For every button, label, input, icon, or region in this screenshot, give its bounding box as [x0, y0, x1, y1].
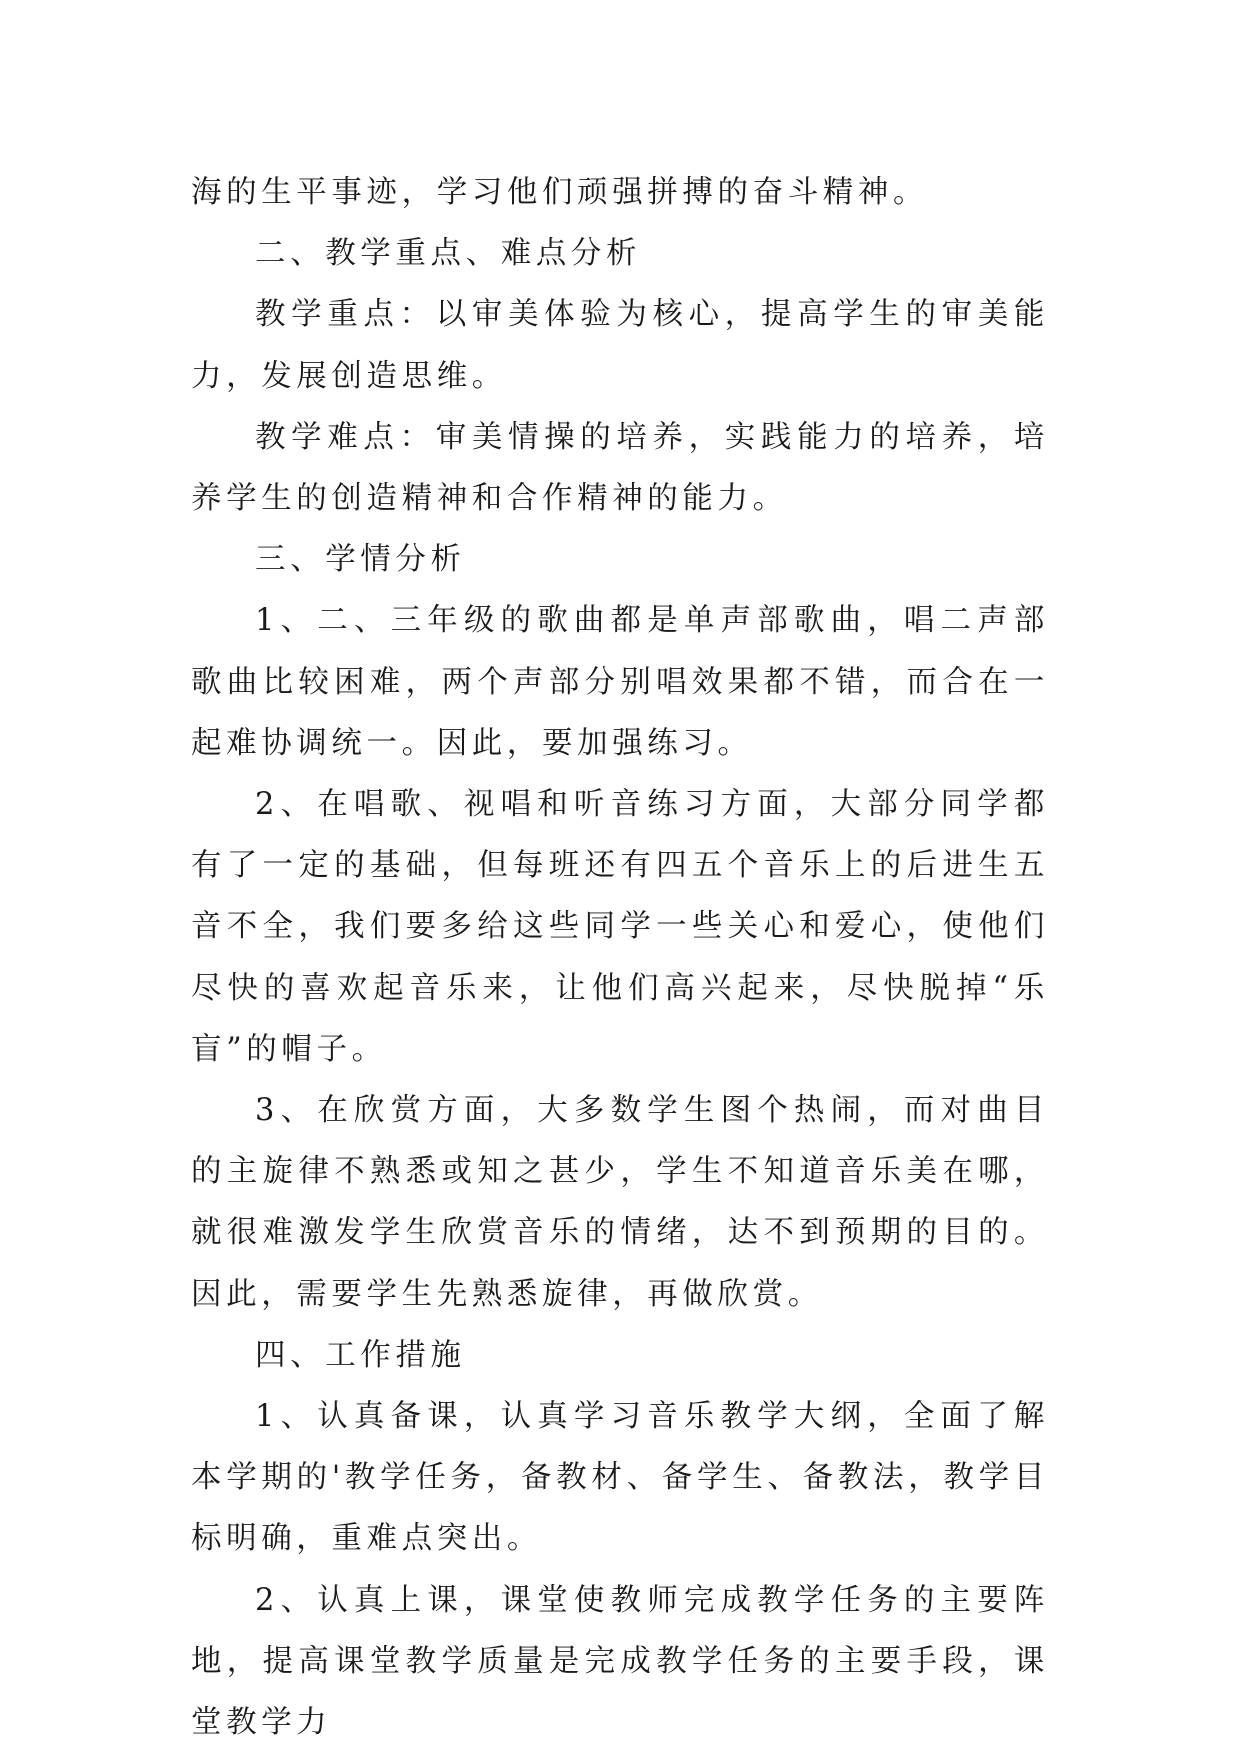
paragraph-teaching-focus: 教学重点：以审美体验为核心，提高学生的审美能力，发展创造思维。 — [191, 297, 1049, 394]
paragraph-work-measure-1: 1、认真备课，认真学习音乐教学大纲，全面了解本学期的'教学任务，备教材、备学生、备教法，教学目标明确，重难点突出。 — [191, 1399, 1049, 1557]
paragraph-student-analysis-3: 3、在欣赏方面，大多数学生图个热闹，而对曲目的主旋律不熟悉或知之甚少，学生不知道音乐美在哪，就很难激发学生欣赏音乐的情绪，达不到预期的目的。因此，需要学生先熟悉旋律，再做欣赏。 — [191, 1093, 1049, 1312]
paragraph-teaching-difficulty: 教学难点：审美情操的培养，实践能力的培养，培养学生的创造精神和合作精神的能力。 — [191, 419, 1049, 517]
paragraph-student-analysis-1: 1、二、三年级的歌曲都是单声部歌曲，唱二声部歌曲比较困难，两个声部分别唱效果都不错，而合在一起难协调统一。因此，要加强练习。 — [191, 603, 1049, 761]
paragraph-work-measure-2: 2、认真上课，课堂使教师完成教学任务的主要阵地，提高课堂教学质量是完成教学任务的主要手段，课堂教学力 — [191, 1582, 1049, 1741]
section-heading-teaching-focus: 二、教学重点、难点分析 — [255, 236, 642, 272]
paragraph-continued: 海的生平事迹，学习他们顽强拼搏的奋斗精神。 — [191, 175, 929, 210]
section-heading-work-measures: 四、工作措施 — [255, 1337, 466, 1373]
section-heading-student-analysis: 三、学情分析 — [255, 542, 466, 578]
document-body — [191, 162, 1049, 1753]
paragraph-student-analysis-2: 2、在唱歌、视唱和听音练习方面，大部分同学都有了一定的基础，但每班还有四五个音乐上的后进生五音不全，我们要多给这些同学一些关心和爱心，使他们尽快的喜欢起音乐来，让他们高兴起来，尽快脱掉“乐盲”的帽子。 — [191, 787, 1049, 1067]
